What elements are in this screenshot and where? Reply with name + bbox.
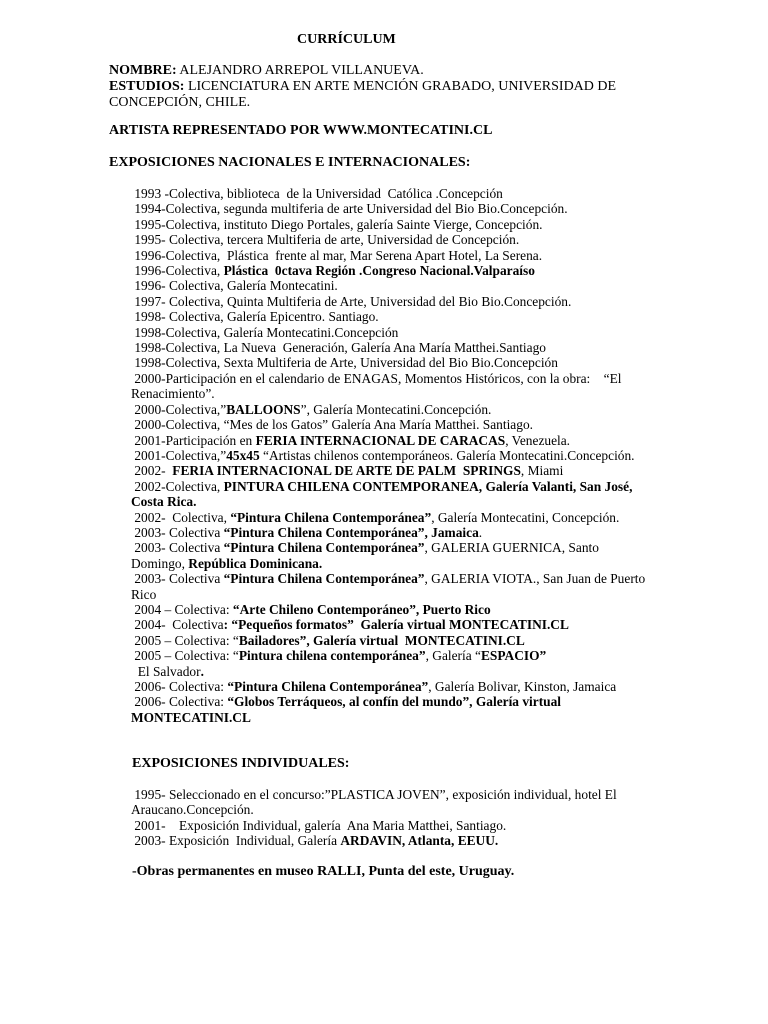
page-title: CURRÍCULUM [297,32,396,47]
list-item-text: 1997- Colectiva, Quinta Multiferia de Arte, Universidad del Bio Bio.Concepción. [131,293,572,309]
list-item-text: 2002- [131,463,173,479]
list-item-text: “Arte Chileno Contemporáneo”, Puerto Rico [232,601,491,617]
list-item [131,263,651,278]
list-item [131,694,651,725]
list-item [131,371,651,402]
list-item [131,340,651,355]
list-item [131,463,651,478]
list-item [131,510,651,525]
estudios-line [109,79,669,111]
list-item-text: 2000-Colectiva,” [131,401,227,417]
list-item-text: , GALERIA VIOTA., San Juan de Puerto Rico [131,571,649,602]
list-item-text: 2001-Participación en [131,432,256,448]
list-item-text: 2005 – Colectiva: “ [131,632,239,648]
list-item-text: 2002-Colectiva, [131,478,224,494]
list-item [131,433,651,448]
list-item-text: 1993 -Colectiva, biblioteca de la Universidad Católica .Concepción [131,186,503,201]
list-item-text: 1998-Colectiva, La Nueva Generación, Galería Ana María Matthei.Santiago [131,340,546,356]
list-item-text: 1998-Colectiva, Galería Montecatini.Concepción [131,324,399,340]
personal-info [109,63,669,111]
list-item-text: 2001- Exposición Individual, galería Ana Maria Matthei, Santiago. [131,817,507,833]
list-item-text: BALLOONS [226,401,301,417]
list-item-text: República Dominicana. [188,555,323,571]
list-item-text: “Pintura Chilena Contemporánea” [230,509,432,525]
list-item-text: Plástica 0ctava Región .Congreso Nacional.Valparaíso [223,263,535,279]
list-item-text: . [478,524,483,540]
list-item-text: 2000-Participación en el calendario de ENAGAS, Momentos Históricos, con la obra: “El Renacimiento”. [131,370,625,402]
list-item-text: 2000-Colectiva, “Mes de los Gatos” Galería Ana María Matthei. Santiago. [131,417,533,433]
list-item-text: PINTURA CHILENA CONTEMPORANEA, Galería Valanti, San José, Costa Rica. [131,478,636,510]
list-item-text: 2004- Colectiva [131,617,224,633]
list-item-text: 2002- Colectiva, [131,509,231,525]
list-item [131,525,651,540]
list-item-text: 2006- Colectiva: [131,679,228,694]
list-item [131,248,651,263]
list-item-text: FERIA INTERNACIONAL DE CARACAS [255,432,506,448]
exhibitions-list [131,186,651,725]
list-item-text: 2004 – Colectiva: [131,601,233,617]
list-item-text: 2001-Colectiva,” [131,447,227,463]
list-item [131,540,651,571]
list-item-text: FERIA INTERNACIONAL DE ARTE DE PALM SPRINGS [172,463,521,479]
list-item-text: “Pintura Chilena Contemporánea” [227,679,429,694]
list-item-text: ESPACIO” [480,648,547,664]
list-item [131,633,651,648]
list-item-text: 2003- Exposición Individual, Galería [131,833,341,849]
list-item-text: “Pintura Chilena Contemporánea”, Jamaica [223,524,479,540]
list-item-text: , Galería “ [425,648,481,664]
list-item-text: ”, Galería Montecatini.Concepción. [300,401,492,417]
list-item [131,417,651,432]
list-item [131,571,651,602]
list-item-text: , Galería Bolivar, Kinston, Jamaica [428,679,617,694]
list-item [131,278,651,293]
list-item [131,448,651,463]
list-item [131,294,651,309]
list-item-text: , Venezuela. [505,432,571,448]
list-item-text: 1995- Seleccionado en el concurso:”PLASTICA JOVEN”, exposición individual, hotel El Araucano.Concepción. [131,787,620,818]
list-item-text: 1996-Colectiva, [131,263,224,279]
list-item-text: , GALERIA GUERNICA, Santo Domingo, [131,540,603,571]
list-item [131,186,651,201]
list-item [131,402,651,417]
list-item-text: 2006- Colectiva: [131,694,228,710]
list-item-text: , Miami [520,463,564,479]
section-heading-individuales: EXPOSICIONES INDIVIDUALES: [132,756,350,771]
list-item-text: 1995- Colectiva, tercera Multiferia de arte, Universidad de Concepción. [131,232,520,248]
permanent-works: -Obras permanentes en museo RALLI, Punta del este, Uruguay. [132,864,515,879]
list-item [131,787,651,818]
estudios-value: LICENCIATURA EN ARTE MENCIÓN GRABADO, UNIVERSIDAD DE CONCEPCIÓN, CHILE. [109,79,617,110]
list-item-text: , Galería Montecatini, Concepción. [431,509,620,525]
list-item [131,648,651,679]
list-item [131,309,651,324]
list-item-text: : “Pequeños formatos” Galería virtual MONTECATINI.CL [223,617,569,633]
list-item [131,617,651,632]
list-item [131,217,651,232]
list-item-text: 1998- Colectiva, Galería Epicentro. Santiago. [131,309,379,325]
list-item-text: 1994-Colectiva, segunda multiferia de arte Universidad del Bio Bio.Concepción. [131,201,568,217]
list-item-text: 2003- Colectiva [131,524,224,540]
list-item-text: ARDAVIN, Atlanta, EEUU. [340,833,499,849]
list-item [131,679,651,694]
list-item [131,325,651,340]
list-item-text: “Pintura Chilena Contemporánea” [223,540,425,556]
list-item-text: . [200,663,204,679]
nombre-line [109,63,669,79]
list-item-text: 2003- Colectiva [131,571,224,587]
list-item-text: “Globos Terráqueos, al confín del mundo”, Galería virtual MONTECATINI.CL [131,694,565,725]
list-item [131,232,651,247]
estudios-label: ESTUDIOS: [109,79,185,94]
list-item-text: “Artistas chilenos contemporáneos. Galería Montecatini.Concepción. [259,447,635,463]
list-item-text: 1996-Colectiva, Plástica frente al mar, Mar Serena Apart Hotel, La Serena. [131,247,543,263]
list-item [131,818,651,833]
list-item [131,355,651,370]
list-item [131,833,651,848]
list-item [131,479,651,510]
list-item-text: 2003- Colectiva [131,540,224,556]
list-item-text: “Pintura Chilena Contemporánea” [223,571,425,587]
list-item [131,201,651,216]
list-item-text: 1995-Colectiva, instituto Diego Portales, galería Sainte Vierge, Concepción. [131,216,543,232]
artista-representado: ARTISTA REPRESENTADO POR WWW.MONTECATINI.CL [109,123,493,138]
nombre-label: NOMBRE: [109,63,177,78]
list-item-text: 45x45 [226,447,260,463]
list-item-text: 1998-Colectiva, Sexta Multiferia de Arte, Universidad del Bio Bio.Concepción [131,355,558,371]
list-item-text: Bailadores”, Galería virtual MONTECATINI.CL [238,632,525,648]
section-heading-nacionales: EXPOSICIONES NACIONALES E INTERNACIONALES: [109,155,471,170]
nombre-value: ALEJANDRO ARREPOL VILLANUEVA. [176,63,424,78]
list-item-text: Pintura chilena contemporánea” [238,648,426,664]
list-item-text: 2005 – Colectiva: “ [131,648,239,664]
individual-exhibitions-list [131,787,651,849]
list-item-text: El Salvador [137,663,201,679]
list-item-text: 1996- Colectiva, Galería Montecatini. [131,278,338,294]
list-item [131,602,651,617]
